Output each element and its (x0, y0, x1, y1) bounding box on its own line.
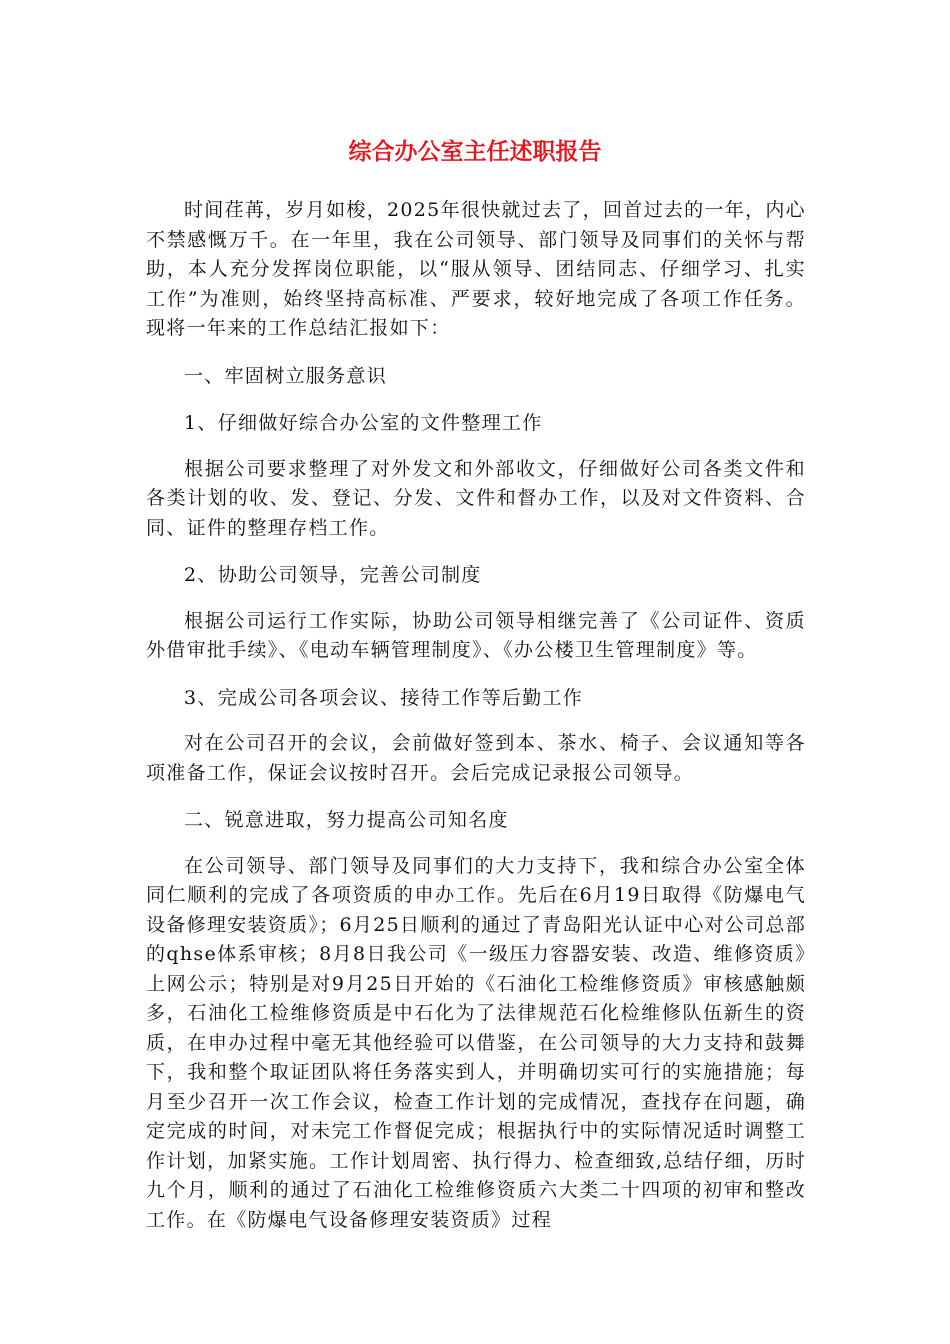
body-paragraph: 根据公司要求整理了对外发文和外部收文，仔细做好公司各类文件和各类计划的收、发、登记、分发、文件和督办工作，以及对文件资料、合同、证件的整理存档工作。 (146, 457, 806, 539)
body-paragraph: 在公司领导、部门领导及同事们的大力支持下，我和综合办公室全体同仁顺利的完成了各项资质的申办工作。先后在6月19日取得《防爆电气设备修理安装资质》；6月25日顺利的通过了青岛阳光认证中心对公司总部的qhse体系审核；8月8日我公司《一级压力容器安装、改造、维修资质》上网公示；特别是对9月25日开始的《石油化工检维修资质》审核感触颇多，石油化工检维修资质是中石化为了法律规范石化检维修队伍新生的资质，在申办过程中毫无其他经验可以借鉴，在公司领导的大力支持和鼓舞下，我和整个取证团队将任务落实到人，并明确切实可行的实施措施；每月至少召开一次工作会议，检查工作计划的完成情况，查找存在问题，确定完成的时间，对未完工作督促完成；根据执行中的实际情况适时调整工作计划，加紧实施。工作计划周密、执行得力、检查细致,总结仔细，历时九个月，顺利的通过了石油化工检维修资质六大类二十四项的初审和整改工作。在《防爆电气设备修理安装资质》过程 (146, 854, 806, 1231)
document-title: 综合办公室主任述职报告 (348, 139, 602, 165)
subsection-heading-1: 1、仔细做好综合办公室的文件整理工作 (184, 412, 543, 434)
subsection-heading-2: 2、协助公司领导，完善公司制度 (184, 564, 482, 586)
body-paragraph: 根据公司运行工作实际，协助公司领导相继完善了《公司证件、资质外借审批手续》、《电动车辆管理制度》、《办公楼卫生管理制度》等。 (146, 609, 806, 661)
section-heading-1: 一、牢固树立服务意识 (184, 364, 388, 387)
section-heading-2: 二、锐意进取，努力提高公司知名度 (184, 809, 509, 831)
subsection-heading-3: 3、完成公司各项会议、接待工作等后勤工作 (184, 686, 584, 709)
document-body (146, 196, 806, 1235)
intro-paragraph: 时间荏苒，岁月如梭，2025年很快就过去了，回首过去的一年，内心不禁感慨万千。在一年里，我在公司领导、部门领导及同事们的关怀与帮助，本人充分发挥岗位职能，以“服从领导、团结同志、仔细学习、扎实工作”为准则，始终坚持高标准、严要求，较好地完成了各项工作任务。现将一年来的工作总结汇报如下： (146, 199, 806, 339)
body-paragraph: 对在公司召开的会议，会前做好签到本、茶水、椅子、会议通知等各项准备工作，保证会议按时召开。会后完成记录报公司领导。 (146, 732, 806, 784)
